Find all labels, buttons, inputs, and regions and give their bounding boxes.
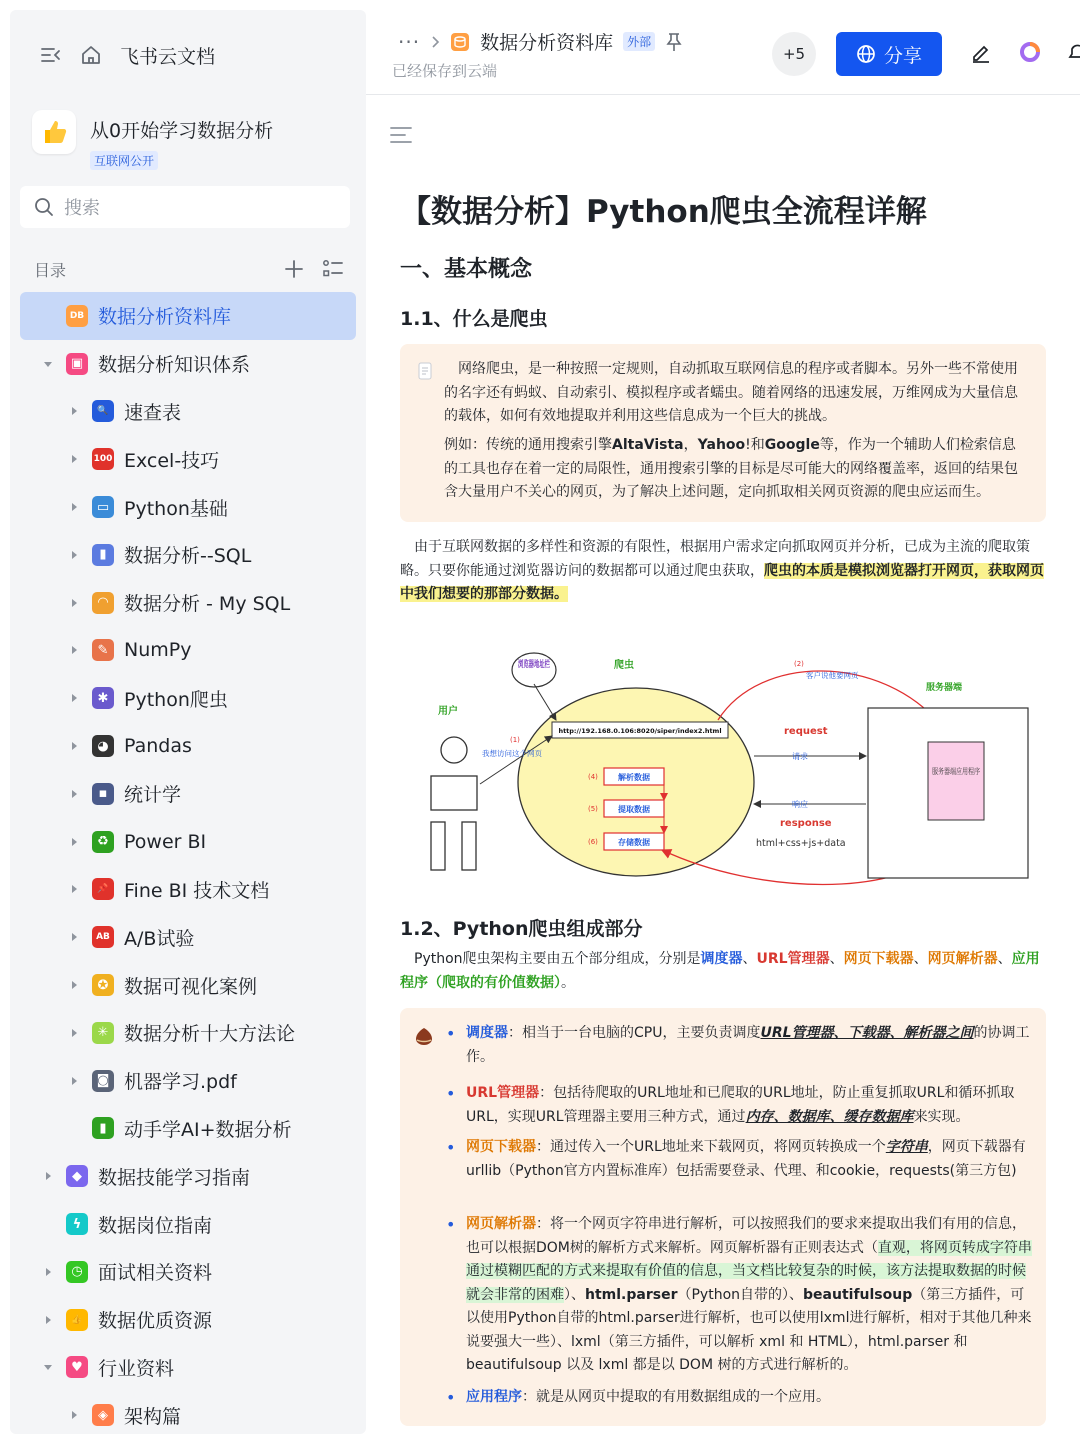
heading-crawler-components[interactable]: 1.2、Python爬虫组成部分 bbox=[400, 918, 643, 940]
sidebar-item[interactable] bbox=[10, 388, 366, 436]
sidebar-item-label: 机器学习.pdf bbox=[124, 1071, 237, 1094]
sidebar-item[interactable] bbox=[10, 1200, 366, 1248]
sidebar-item-label: Python基础 bbox=[124, 497, 228, 520]
paragraph-components[interactable]: Python爬虫架构主要由五个部分组成，分别是调度器、URL管理器、网页下载器、网页解析器、应用程序（爬取的有价值数据）。 bbox=[400, 951, 1040, 991]
chestnut-icon bbox=[414, 1026, 434, 1046]
external-badge: 外部 bbox=[623, 32, 655, 51]
sidebar-item-label: 数据分析十大方法论 bbox=[124, 1023, 296, 1046]
sidebar-item[interactable] bbox=[10, 340, 366, 388]
label-url: http://192.168.0.106:8020/siper/index2.html bbox=[558, 727, 722, 735]
caret-down-icon[interactable] bbox=[40, 1359, 56, 1375]
sidebar-item-label: 统计学 bbox=[124, 784, 182, 807]
label-step1: 我想访问这个网页 bbox=[482, 749, 542, 758]
label-step1-num: (1) bbox=[510, 736, 520, 744]
label-browser-bar: 浏览器地址栏 bbox=[518, 660, 573, 670]
caret-right-icon[interactable] bbox=[66, 642, 82, 658]
label-step2: 客户说他要网页 bbox=[806, 671, 859, 680]
breadcrumb bbox=[398, 28, 683, 55]
sidebar-item-label: 面试相关资料 bbox=[98, 1262, 213, 1285]
svg-text:(6): (6) bbox=[588, 838, 598, 846]
header-tools bbox=[970, 40, 1080, 64]
sidebar-item-label: Pandas bbox=[124, 735, 192, 758]
save-status: 已经保存到云端 bbox=[392, 62, 498, 80]
collapse-sidebar-icon[interactable] bbox=[40, 45, 62, 65]
list-item-parser: • 网页解析器：将一个网页字符串进行解析，可以按照我们的要求来提取出我们有用的信息，也可以根据DOM树的解析方式来解析。网页解析器有正则表达式（直观，将网页转成字符串通过模糊匹配的方式来提取有价值的信息，当文档比较复杂的时候，该方法提取数据的时候就会非常的困难）、html.parser（Python自带的）、beautifulsoup（第三方插件，可以使用Python自带的html.parser进行解析，也可以使用lxml进行解析，相对于其他几种来说要强大一些）、lxml（第三方插件，可以解析 xml 和 HTML），html.parser 和 beautifulsoup 以及 lxml 都是以 DOM 树的方式进行解析的。 bbox=[446, 1213, 1036, 1378]
label-server: 服务器端 bbox=[926, 683, 963, 693]
caret-right-icon[interactable] bbox=[66, 786, 82, 802]
share-label: 分享 bbox=[883, 44, 922, 67]
hundred-icon: 100 bbox=[92, 448, 114, 470]
caret-spacer bbox=[40, 1216, 56, 1232]
callout-paragraph-1: 网络爬虫，是一种按照一定规则，自动抓取互联网信息的程序或者脚本。另外一些不常使用的名字还有蚂蚁、自动索引、模拟程序或者蠕虫。随着网络的迅速发展，万维网成为大量信息的载体，如何有效地提取并利用这些信息成为一个巨大的挑战。 bbox=[444, 361, 1018, 424]
layers-icon: ◈ bbox=[92, 1404, 114, 1426]
doc-title[interactable]: 【数据分析】Python爬虫全流程详解 bbox=[400, 194, 927, 230]
caret-right-icon[interactable] bbox=[66, 1025, 82, 1041]
svg-text:解析数据: 解析数据 bbox=[618, 773, 650, 782]
caret-right-icon[interactable] bbox=[66, 690, 82, 706]
sidebar-item-label: 数据分析知识体系 bbox=[98, 354, 251, 377]
ai-assistant-icon[interactable] bbox=[1018, 40, 1042, 64]
sidebar-item[interactable] bbox=[10, 435, 366, 483]
sidebar-item[interactable] bbox=[10, 722, 366, 770]
outline-toggle-icon[interactable] bbox=[390, 126, 412, 144]
sidebar-item-label: 数据可视化案例 bbox=[124, 975, 258, 998]
ab-icon: AB bbox=[92, 926, 114, 948]
collaborators-count[interactable]: +5 bbox=[772, 32, 816, 76]
sidebar-item-label: Python爬虫 bbox=[124, 688, 228, 711]
caret-spacer bbox=[40, 308, 56, 324]
edit-pen-icon[interactable] bbox=[970, 41, 992, 63]
callout-paragraph-2: 例如：传统的通用搜索引擎AltaVista，Yahoo!和Google等，作为一个辅助人们检索信息的工具也存在着一定的局限性，通用搜索引擎的目标是尽可能大的网络覆盖率，返回的结果包含大量用户不关心的网页，为了解决上述问题，定向抓取相关网页资源的爬虫应运而生。 bbox=[444, 437, 1018, 500]
sidebar-item-label: 数据技能学习指南 bbox=[98, 1166, 251, 1189]
panda-icon: ◕ bbox=[92, 735, 114, 757]
search-input[interactable] bbox=[20, 186, 350, 228]
caret-right-icon[interactable] bbox=[40, 1168, 56, 1184]
sidebar-item-label: 数据分析 - My SQL bbox=[124, 593, 291, 616]
sidebar-item[interactable] bbox=[10, 818, 366, 866]
list-item-downloader: • 网页下载器：通过传入一个URL地址来下载网页，将网页转换成一个字符串，网页下载器有urllib（Python官方内置标准库）包括需要登录、代理、和cookie，requests(第三方包) bbox=[446, 1136, 1036, 1183]
database-icon: DB bbox=[66, 305, 88, 327]
heading-what-is-crawler[interactable]: 1.1、什么是爬虫 bbox=[400, 308, 548, 330]
toc-header bbox=[34, 254, 344, 284]
sidebar-item-label: NumPy bbox=[124, 639, 192, 662]
sidebar-item-label: 数据岗位指南 bbox=[98, 1214, 213, 1237]
public-badge: 互联网公开 bbox=[90, 151, 158, 170]
doc-header bbox=[366, 0, 1080, 95]
search-icon bbox=[34, 197, 54, 217]
sidebar-item[interactable] bbox=[10, 1152, 366, 1200]
thumb-icon: 👍 bbox=[66, 1309, 88, 1331]
heading-basic-concepts[interactable]: 一、基本概念 bbox=[400, 257, 533, 282]
sidebar-item-label: Excel-技巧 bbox=[124, 449, 220, 472]
doc-tree bbox=[10, 292, 366, 1434]
thumbs-up-icon bbox=[32, 110, 76, 154]
sidebar-item[interactable] bbox=[10, 1248, 366, 1296]
caret-right-icon[interactable] bbox=[40, 1264, 56, 1280]
label-step2-num: (2) bbox=[794, 660, 804, 668]
highlighted-text: 爬虫的本质是模拟浏览器打开网页，获取网页中我们想要的那部分数据。 bbox=[400, 562, 1044, 602]
sidebar-item[interactable] bbox=[10, 674, 366, 722]
sidebar-item[interactable] bbox=[10, 483, 366, 531]
toc-label: 目录 bbox=[34, 260, 67, 280]
monitor-icon: ▭ bbox=[92, 496, 114, 518]
bar-chart-icon: ▮ bbox=[92, 544, 114, 566]
label-server-app: 服务器端应用程序 bbox=[932, 767, 996, 776]
label-request: request bbox=[784, 726, 828, 737]
caret-right-icon[interactable] bbox=[40, 1312, 56, 1328]
sidebar-item[interactable] bbox=[10, 579, 366, 627]
space-header bbox=[32, 110, 273, 170]
crawler-flow-diagram bbox=[400, 624, 1046, 896]
database-icon bbox=[450, 32, 470, 52]
list-item-url-manager: • URL管理器：包括待爬取的URL地址和已爬取的URL地址，防止重复抓取URL和循环抓取URL，实现URL管理器主要用三种方式，通过内存、数据库、缓存数据库来实现。 bbox=[446, 1082, 1036, 1129]
share-button[interactable] bbox=[836, 32, 942, 76]
robot-icon: ◙ bbox=[92, 1070, 114, 1092]
caret-right-icon[interactable] bbox=[66, 499, 82, 515]
pin-icon[interactable] bbox=[665, 32, 683, 52]
sidebar-item-label: 数据分析资料库 bbox=[98, 306, 232, 329]
cube-icon: ◆ bbox=[66, 1165, 88, 1187]
medal-icon: ✪ bbox=[92, 974, 114, 996]
sidebar-item-label: 行业资料 bbox=[98, 1357, 175, 1380]
label-response-cn: 响应 bbox=[792, 800, 808, 809]
notification-bell-icon[interactable] bbox=[1068, 41, 1080, 63]
sidebar-item[interactable] bbox=[10, 913, 366, 961]
home-icon[interactable] bbox=[80, 44, 102, 66]
pin-icon: 📌 bbox=[92, 878, 114, 900]
sidebar-item-label: Power BI bbox=[124, 830, 207, 853]
breadcrumb-more[interactable]: ··· bbox=[398, 29, 421, 54]
sidebar bbox=[10, 10, 366, 1434]
svg-text:(4): (4) bbox=[588, 773, 598, 781]
brand-name[interactable]: 飞书云文档 bbox=[120, 45, 216, 68]
label-crawler: 爬虫 bbox=[614, 660, 634, 671]
floppy-icon: ▪ bbox=[92, 783, 114, 805]
label-payload: html+css+js+data bbox=[756, 838, 846, 849]
sidebar-top-bar bbox=[40, 40, 215, 70]
paragraph-crawler-essence[interactable]: 由于互联网数据的多样性和资源的有限性，根据用户需求定向抓取网页并分析，已成为主流的爬取策略。只要你能通过浏览器访问的数据都可以通过爬虫获取，爬虫的本质是模拟浏览器打开网页，获取网页中我们想要的那部分数据。 bbox=[400, 539, 1044, 602]
sidebar-item[interactable] bbox=[10, 1391, 366, 1434]
ant-icon: ✱ bbox=[92, 687, 114, 709]
browser-bar-cloud bbox=[512, 653, 573, 687]
clock-icon: ◷ bbox=[66, 1261, 88, 1283]
user-figure bbox=[431, 737, 477, 870]
sidebar-item[interactable] bbox=[10, 961, 366, 1009]
caret-down-icon[interactable] bbox=[40, 356, 56, 372]
bolt-icon: ϟ bbox=[66, 1213, 88, 1235]
caret-right-icon[interactable] bbox=[66, 834, 82, 850]
caret-right-icon[interactable] bbox=[66, 1073, 82, 1089]
callout-components[interactable] bbox=[400, 1008, 1046, 1426]
add-icon[interactable] bbox=[284, 259, 304, 279]
caret-right-icon[interactable] bbox=[66, 977, 82, 993]
sidebar-item-label: 数据优质资源 bbox=[98, 1310, 213, 1333]
chevron-right-icon bbox=[430, 35, 440, 49]
caret-right-icon[interactable] bbox=[66, 595, 82, 611]
heart-box-icon: ♥ bbox=[66, 1356, 88, 1378]
sparkle-icon: ✳ bbox=[92, 1022, 114, 1044]
sidebar-item[interactable] bbox=[10, 866, 366, 914]
server-app-box bbox=[928, 742, 996, 820]
sidebar-item[interactable] bbox=[20, 292, 356, 340]
label-response: response bbox=[780, 818, 832, 829]
caret-right-icon[interactable] bbox=[66, 547, 82, 563]
sidebar-item[interactable] bbox=[10, 627, 366, 675]
sidebar-item-label: 数据分析--SQL bbox=[124, 545, 252, 568]
sidebar-item[interactable] bbox=[10, 1009, 366, 1057]
globe-icon bbox=[856, 44, 876, 64]
sidebar-item-label: 动手学AI+数据分析 bbox=[124, 1118, 292, 1141]
sidebar-item[interactable] bbox=[10, 770, 366, 818]
label-user: 用户 bbox=[438, 706, 458, 717]
book-icon: ▣ bbox=[66, 353, 88, 375]
sidebar-item[interactable] bbox=[10, 1105, 366, 1153]
caret-right-icon[interactable] bbox=[66, 403, 82, 419]
label-request-cn: 请求 bbox=[792, 752, 808, 761]
sidebar-item-label: A/B试验 bbox=[124, 927, 195, 950]
svg-text:(5): (5) bbox=[588, 805, 598, 813]
memo-icon: ✎ bbox=[92, 639, 114, 661]
callout-definition[interactable] bbox=[400, 344, 1046, 522]
sidebar-item[interactable] bbox=[10, 1344, 366, 1392]
breadcrumb-space[interactable]: 数据分析资料库 bbox=[480, 32, 614, 54]
recycle-icon: ♻ bbox=[92, 831, 114, 853]
sidebar-item-label: Fine BI 技术文档 bbox=[124, 879, 270, 902]
list-item-application: • 应用程序：就是从网页中提取的有用数据组成的一个应用。 bbox=[446, 1386, 1036, 1410]
caret-right-icon[interactable] bbox=[66, 881, 82, 897]
outline-list-icon[interactable] bbox=[322, 259, 344, 279]
list-item-scheduler: • 调度器：相当于一台电脑的CPU，主要负责调度URL管理器、下载器、解析器之间的协调工作。 bbox=[446, 1022, 1036, 1069]
sidebar-item[interactable] bbox=[10, 1296, 366, 1344]
svg-text:提取数据: 提取数据 bbox=[618, 805, 650, 814]
caret-spacer bbox=[66, 1120, 82, 1136]
caret-right-icon[interactable] bbox=[66, 738, 82, 754]
rainbow-icon: ◠ bbox=[92, 592, 114, 614]
document-body bbox=[366, 96, 1080, 1440]
sidebar-item-label: 速查表 bbox=[124, 401, 182, 424]
battery-icon: ▮ bbox=[92, 1117, 114, 1139]
memo-icon bbox=[418, 362, 432, 380]
caret-right-icon[interactable] bbox=[66, 451, 82, 467]
search-placeholder: 搜索 bbox=[64, 198, 100, 219]
sidebar-item-label: 架构篇 bbox=[124, 1405, 182, 1428]
space-title: 从0开始学习数据分析 bbox=[90, 120, 274, 142]
sidebar-item[interactable] bbox=[10, 531, 366, 579]
sidebar-item[interactable] bbox=[10, 1057, 366, 1105]
svg-text:存储数据: 存储数据 bbox=[618, 838, 650, 847]
magnifier-icon: 🔍 bbox=[92, 400, 114, 422]
caret-right-icon[interactable] bbox=[66, 1407, 82, 1423]
caret-right-icon[interactable] bbox=[66, 929, 82, 945]
